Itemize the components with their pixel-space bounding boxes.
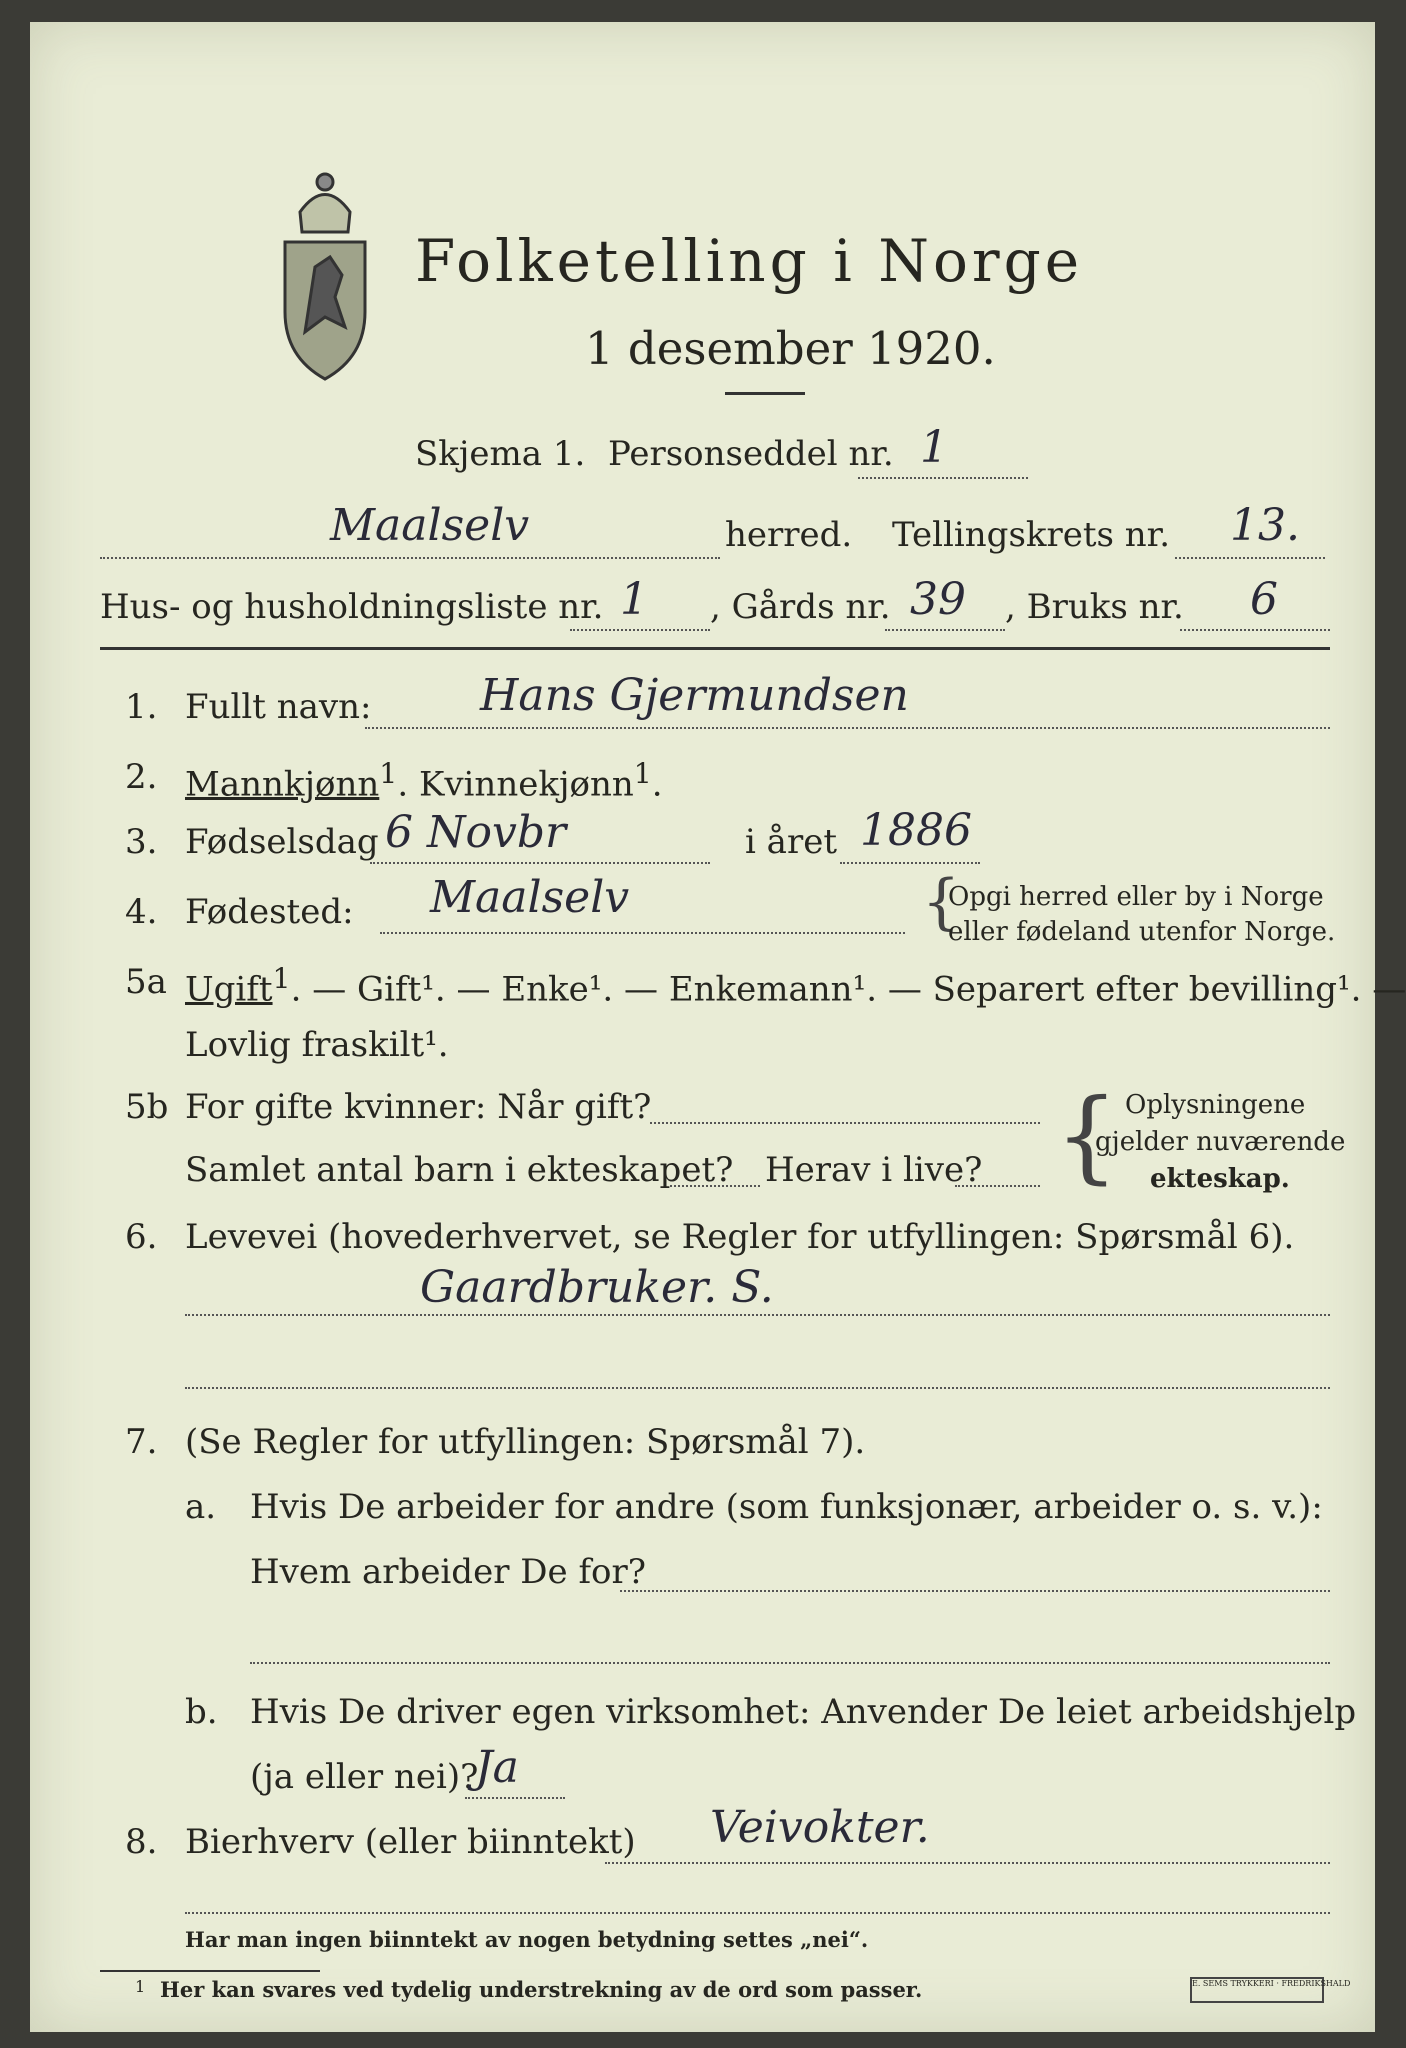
q2-footnote-ref-2: 1	[633, 757, 652, 790]
q5b-label2: Samlet antal barn i ekteskapet?	[185, 1150, 734, 1190]
q7-number: 7.	[125, 1422, 158, 1462]
q7a-line1	[620, 1590, 1330, 1592]
tellingskrets-value: 13.	[1230, 500, 1300, 551]
gards-line	[885, 629, 1005, 631]
q8-line2	[185, 1912, 1330, 1914]
q7a-label: Hvis De arbeider for andre (som funksjonær, arbeider o. s. v.):	[250, 1487, 1323, 1527]
q2-options	[185, 757, 663, 804]
bruks-line	[1180, 629, 1330, 631]
q1-number: 1.	[125, 687, 158, 727]
q4-brace: {	[922, 867, 961, 937]
hus-line	[570, 629, 710, 631]
q3-number: 3.	[125, 822, 158, 862]
gards-value: 39	[910, 574, 966, 625]
q4-label: Fødested:	[185, 892, 354, 932]
q5a-other-options: . — Gift¹. — Enke¹. — Enkemann¹. — Separert efter bevilling¹. —	[290, 969, 1406, 1010]
bruks-label: , Bruks nr.	[1005, 587, 1184, 627]
q8-line1	[605, 1862, 1330, 1864]
q5b-label3: Herav i live?	[765, 1150, 983, 1190]
footnote-text: Her kan svares ved tydelig understrekning av de ord som passer.	[160, 1977, 923, 2002]
q4-line	[380, 932, 905, 934]
occupation-value: Gaardbruker. S.	[420, 1262, 774, 1313]
herred-line	[100, 557, 720, 559]
q5b-married-line	[650, 1122, 1040, 1124]
q5b-brace: {	[1055, 1077, 1119, 1194]
q3-year-line	[840, 862, 980, 864]
q5b-alive-line	[955, 1185, 1040, 1187]
q6-line1	[185, 1314, 1330, 1316]
q5b-number: 5b	[125, 1087, 169, 1127]
q5b-label1: For gifte kvinner: Når gift?	[185, 1087, 652, 1127]
hus-value: 1	[620, 574, 648, 625]
q7b-line	[465, 1797, 565, 1799]
q6-label: Levevei (hovederhvervet, se Regler for utfyllingen: Spørsmål 6).	[185, 1217, 1295, 1257]
q2-number: 2.	[125, 757, 158, 797]
q1-line	[365, 727, 1330, 729]
q4-number: 4.	[125, 892, 158, 932]
q7a-number: a.	[185, 1487, 217, 1527]
tellingskrets-label: Tellingskrets nr.	[892, 515, 1171, 555]
q4-note-line1: Opgi herred eller by i Norge	[948, 882, 1324, 912]
q3-year-label: i året	[745, 822, 837, 862]
q2-end: .	[651, 764, 663, 805]
form-title: Folketelling i Norge	[415, 227, 1084, 295]
q5b-note3: ekteskap.	[1150, 1164, 1290, 1194]
header-rule	[100, 647, 1330, 650]
footnote-rule	[100, 1970, 320, 1972]
census-form-sheet	[30, 22, 1406, 2032]
q5b-note1: Oplysningene	[1125, 1090, 1306, 1120]
q5a-options: Ugift$^1$. — Gift¹. — Enke¹. — Enkemann¹. — Separert efter bevilling¹. —	[185, 962, 1406, 1010]
no-income-note: Har man ingen biinntekt av nogen betydning settes „nei“.	[185, 1927, 869, 1952]
herred-value: Maalselv	[330, 500, 530, 551]
printer-stamp: E. SEMS TRYKKERI · FREDRIKSHALD	[1190, 1977, 1324, 2003]
side-income-value: Veivokter.	[710, 1802, 930, 1853]
bruks-value: 6	[1250, 574, 1278, 625]
q8-number: 8.	[125, 1822, 158, 1862]
q3-label: Fødselsdag	[185, 822, 379, 862]
q5b-children-line	[670, 1185, 760, 1187]
schema-label: Skjema 1.	[415, 434, 586, 474]
q8-label: Bierhverv (eller biinntekt)	[185, 1822, 636, 1862]
q2-footnote-ref: 1	[379, 757, 398, 790]
birthplace-value: Maalselv	[430, 872, 630, 923]
q4-note-line2: eller fødeland utenfor Norge.	[948, 917, 1336, 947]
title-divider	[725, 392, 805, 395]
q5b-note2: gjelder nuværende	[1095, 1127, 1346, 1157]
q1-label: Fullt navn:	[185, 687, 372, 727]
footnote-number: 1	[135, 1977, 146, 1996]
herred-label: herred.	[725, 515, 853, 555]
q7a-line2	[250, 1662, 1330, 1664]
q7b-label: Hvis De driver egen virksomhet: Anvender De leiet arbeidshjelp	[250, 1692, 1357, 1732]
q5a-number: 5a	[125, 962, 167, 1002]
q7-label: (Se Regler for utfyllingen: Spørsmål 7).	[185, 1422, 866, 1462]
birthdate-value: 6 Novbr	[385, 807, 567, 858]
employs-help-value: Ja	[475, 1742, 519, 1793]
q2-female-option: . Kvinnekjønn	[397, 764, 634, 805]
gards-label: , Gårds nr.	[710, 587, 891, 627]
tellingskrets-line	[1175, 557, 1325, 559]
full-name-value: Hans Gjermundsen	[480, 670, 909, 721]
q5a-ugift-option: Ugift	[185, 969, 273, 1010]
census-date: 1 desember 1920.	[585, 322, 996, 375]
birth-year-value: 1886	[860, 805, 972, 856]
q6-number: 6.	[125, 1217, 158, 1257]
q7b-label2: (ja eller nei)?	[250, 1757, 479, 1797]
q3-line	[370, 862, 710, 864]
norwegian-coat-of-arms-icon	[270, 157, 380, 387]
q6-line2	[185, 1387, 1330, 1389]
hus-label: Hus- og husholdningsliste nr.	[100, 587, 604, 627]
q5a-line2: Lovlig fraskilt¹.	[185, 1025, 449, 1065]
personseddel-line	[858, 477, 1028, 479]
q7a-label2: Hvem arbeider De for?	[250, 1552, 646, 1592]
q7b-number: b.	[185, 1692, 218, 1732]
personseddel-value: 1	[920, 422, 948, 473]
q2-male-option: Mannkjønn	[185, 764, 380, 805]
personseddel-label: Personseddel nr.	[608, 434, 894, 474]
